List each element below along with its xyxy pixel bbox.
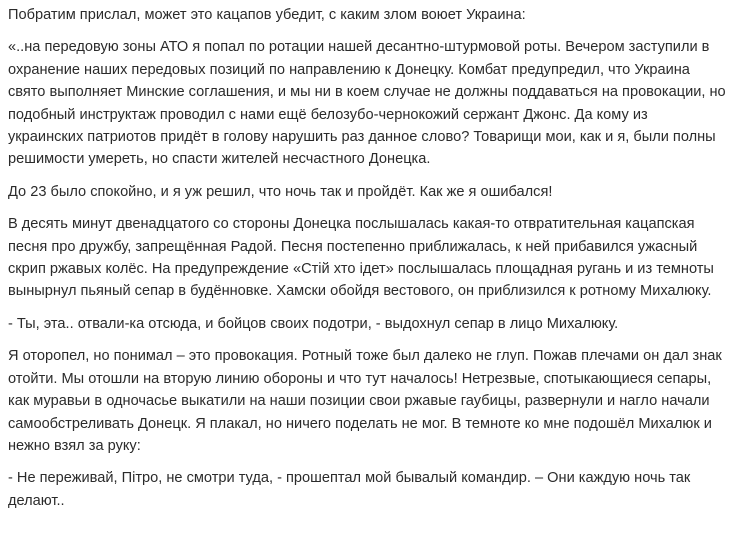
story-paragraph-1: «..на передовую зоны АТО я попал по ротации нашей десантно-штурмовой роты. Вечером заступили в охранение наших передовых позиций по направлению к Донецку. Комбат предупредил, что Украина свято выполняет Минские соглашения, и мы ни в коем случае не должны поддаваться на провокации, но подобный инструктаж проводил с нами ещё белозубо-чернокожий сержант Джонс. Да кому из украинских патриотов придёт в голову нарушить раз данное слово? Товарищи мои, как и я, были полны решимости умереть, но спасти жителей несчастного Донецка. [8,39,726,168]
story-paragraph-4: - Ты, эта.. отвали-ка отсюда, и бойцов своих подотри, - выдохнул сепар в лицо Михалюку. [8,315,619,332]
story-paragraph-2: До 23 было спокойно, и я уж решил, что ночь так и пройдёт. Как же я ошибался! [8,183,553,200]
intro-paragraph: Побратим прислал, может это кацапов убедит, с каким злом воюет Украина: [8,7,526,23]
story-paragraph-5: Я оторопел, но понимал – это провокация. Ротный тоже был далеко не глуп. Пожав плечами он дал знак отойти. Мы отошли на вторую линию обороны и что тут началось! Нетрезвые, спотыкающиеся сепары, как муравьи в одночасье выкатили на наши позиции свои ржавые гаубицы, развернули и нагло начали самообстреливать Донецк. Я плакал, но ничего поделать не мог. В темноте ко мне подошёл Михалюк и нежно взял за руку: [8,348,722,454]
story-paragraph-3: В десять минут двенадцатого со стороны Донецка послышалась какая-то отвратительная кацапская песня про дружбу, запрещённая Радой. Песня постепенно приближалась, к ней прибавился ужасный скрип ржавых колёс. На предупреждение «Стій хто ідет» послышалась площадная ругань и из темноты вынырнул пьяный сепар в будённовке. Хамски обойдя вестового, он приблизился к ротному Михалюку. [8,216,714,300]
story-paragraph-6: - Не переживай, Пітро, не смотри туда, - прошептал мой бывалый командир. – Они каждую ночь так делают.. [8,470,691,509]
